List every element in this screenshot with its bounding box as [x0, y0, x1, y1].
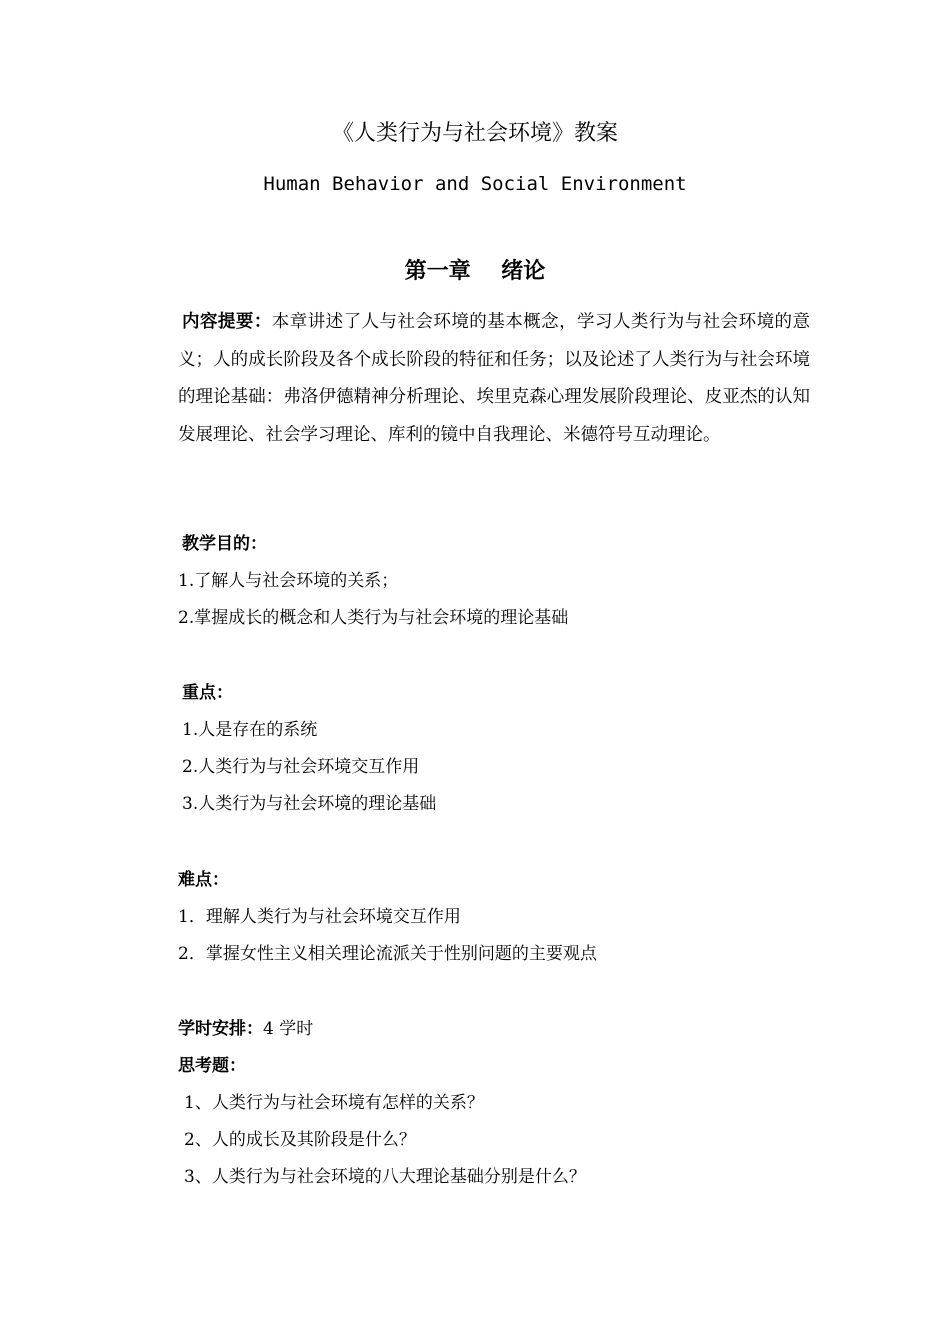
summary-paragraph [178, 304, 810, 454]
questions-heading: 思考题： [178, 1056, 246, 1076]
key-point-item: 3.人类行为与社会环境的理论基础 [182, 794, 437, 814]
key-points-heading: 重点： [182, 683, 233, 703]
difficulties-heading: 难点： [178, 870, 229, 890]
key-point-item: 1.人是存在的系统 [182, 720, 318, 740]
chapter-heading: 第一章 绪论 [404, 259, 546, 284]
objective-item: 1.了解人与社会环境的关系； [178, 571, 399, 591]
summary-text: 本章讲述了人与社会环境的基本概念，学习人类行为与社会环境的意义；人的成长阶段及各个成长阶段的特征和任务；以及论述了人类行为与社会环境的理论基础：弗洛伊德精神分析理论、埃里克森心理发展阶段理论、皮亚杰的认知发展理论、社会学习理论、库利的镜中自我理论、米德符号互动理论。 [178, 312, 810, 445]
question-item: 2、人的成长及其阶段是什么？ [184, 1130, 416, 1150]
difficulty-item: 1．理解人类行为与社会环境交互作用 [178, 907, 461, 927]
summary-label: 内容提要： [182, 312, 272, 332]
difficulty-item: 2．掌握女性主义相关理论流派关于性别问题的主要观点 [178, 944, 597, 964]
document-subtitle-english: Human Behavior and Social Environment [263, 173, 687, 195]
question-item: 1、人类行为与社会环境有怎样的关系？ [184, 1093, 484, 1113]
objectives-heading: 教学目的： [182, 534, 267, 554]
schedule-label: 学时安排： [178, 1019, 263, 1039]
key-point-item: 2.人类行为与社会环境交互作用 [182, 757, 420, 777]
schedule-line [178, 1017, 313, 1041]
question-item: 3、人类行为与社会环境的八大理论基础分别是什么？ [184, 1167, 586, 1187]
document-title: 《人类行为与社会环境》教案 [331, 121, 618, 146]
schedule-value: 4 学时 [263, 1019, 314, 1039]
objective-item: 2.掌握成长的概念和人类行为与社会环境的理论基础 [178, 608, 569, 628]
